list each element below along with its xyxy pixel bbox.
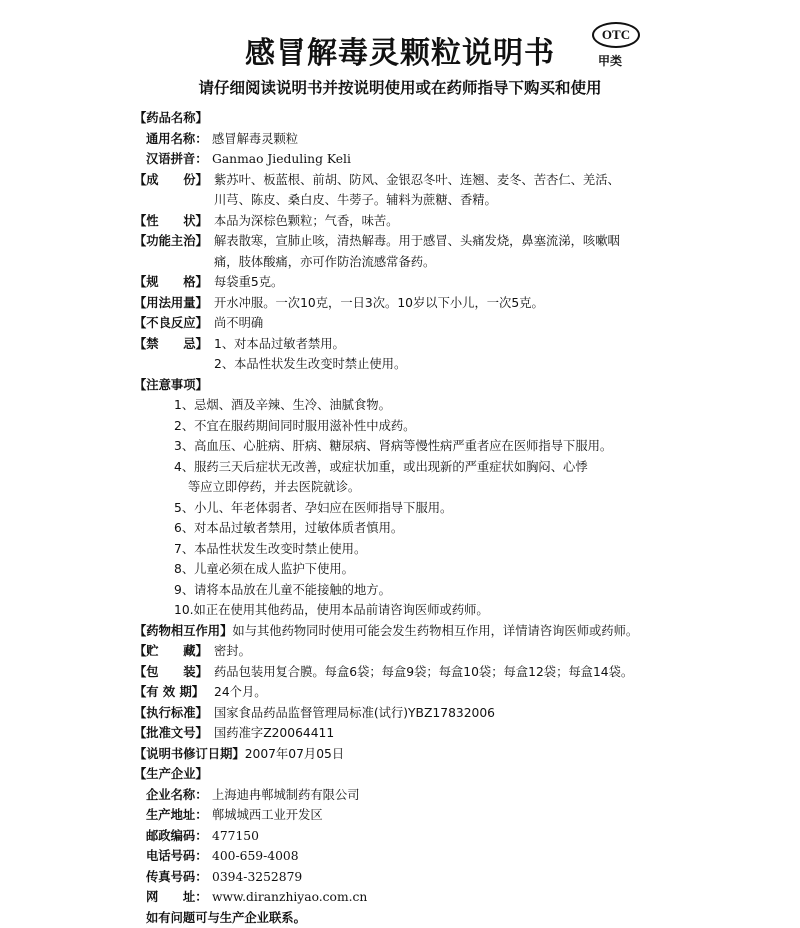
drug-name-heading: 【药品名称】 bbox=[134, 108, 694, 129]
character-row: 【性 状】 本品为深棕色颗粒；气香，味苦。 bbox=[134, 211, 694, 232]
precaution-item: 1、忌烟、酒及辛辣、生冷、油腻食物。 bbox=[134, 395, 694, 416]
document-subtitle: 请仔细阅读说明书并按说明使用或在药师指导下购买和使用 bbox=[0, 76, 800, 98]
adverse-reaction-row: 【不良反应】 尚不明确 bbox=[134, 313, 694, 334]
phone-row: 电话号码： 400-659-4008 bbox=[134, 846, 694, 867]
pinyin-row: 汉语拼音： Ganmao Jieduling Keli bbox=[134, 149, 694, 170]
otc-class-label: 甲类 bbox=[598, 52, 622, 69]
precaution-item: 5、小儿、年老体弱者、孕妇应在医师指导下服用。 bbox=[134, 498, 694, 519]
precaution-item: 6、对本品过敏者禁用，过敏体质者慎用。 bbox=[134, 518, 694, 539]
indications-row: 【功能主治】 解表散寒，宣肺止咳，清热解毒。用于感冒、头痛发烧，鼻塞流涕，咳嗽咽 bbox=[134, 231, 694, 252]
precautions-heading: 【注意事项】 bbox=[134, 375, 694, 396]
composition-row: 【成 份】 紫苏叶、板蓝根、前胡、防风、金银忍冬叶、连翘、麦冬、苦杏仁、羌活、 bbox=[134, 170, 694, 191]
company-name-row: 企业名称： 上海迪冉郸城制药有限公司 bbox=[134, 785, 694, 806]
package-row: 【包 装】 药品包装用复合膜。每盒6袋；每盒9袋；每盒10袋；每盒12袋；每盒14袋。 bbox=[134, 662, 694, 683]
website-row: 网 址： www.diranzhiyao.com.cn bbox=[134, 887, 694, 908]
spec-row: 【规 格】 每袋重5克。 bbox=[134, 272, 694, 293]
approval-row: 【批准文号】 国药准字Z20064411 bbox=[134, 723, 694, 744]
contraindication-row: 【禁 忌】 1、对本品过敏者禁用。 bbox=[134, 334, 694, 355]
standard-row: 【执行标准】 国家食品药品监督管理局标准(试行)YBZ17832006 bbox=[134, 703, 694, 724]
drug-interaction-row: 【药物相互作用】 如与其他药物同时使用可能会发生药物相互作用，详情请咨询医师或药师。 bbox=[134, 621, 694, 642]
storage-row: 【贮 藏】 密封。 bbox=[134, 641, 694, 662]
precaution-item: 2、不宜在服药期间同时服用滋补性中成药。 bbox=[134, 416, 694, 437]
contact-note: 如有问题可与生产企业联系。 bbox=[134, 908, 694, 928]
contraindication-item: 2、本品性状发生改变时禁止使用。 bbox=[134, 354, 694, 375]
otc-badge: OTC bbox=[592, 22, 640, 48]
leaflet-body bbox=[134, 108, 694, 928]
generic-name-row: 通用名称： 感冒解毒灵颗粒 bbox=[134, 129, 694, 150]
fax-row: 传真号码： 0394-3252879 bbox=[134, 867, 694, 888]
precaution-item: 3、高血压、心脏病、肝病、糖尿病、肾病等慢性病严重者应在医师指导下服用。 bbox=[134, 436, 694, 457]
address-row: 生产地址： 郸城城西工业开发区 bbox=[134, 805, 694, 826]
precaution-item: 4、服药三天后症状无改善，或症状加重，或出现新的严重症状如胸闷、心悸 bbox=[134, 457, 694, 478]
revision-date-row: 【说明书修订日期】 2007年07月05日 bbox=[134, 744, 694, 765]
precaution-item: 9、请将本品放在儿童不能接触的地方。 bbox=[134, 580, 694, 601]
indications-continued: 痛，肢体酸痛，亦可作防治流感常备药。 bbox=[134, 252, 694, 273]
precaution-item: 8、儿童必须在成人监护下使用。 bbox=[134, 559, 694, 580]
precaution-item-continued: 等应立即停药，并去医院就诊。 bbox=[134, 477, 694, 498]
validity-row: 【有 效 期】 24个月。 bbox=[134, 682, 694, 703]
composition-continued: 川芎、陈皮、桑白皮、牛蒡子。辅料为蔗糖、香精。 bbox=[134, 190, 694, 211]
usage-row: 【用法用量】 开水冲服。一次10克，一日3次。10岁以下小儿，一次5克。 bbox=[134, 293, 694, 314]
postcode-row: 邮政编码： 477150 bbox=[134, 826, 694, 847]
manufacturer-heading: 【生产企业】 bbox=[134, 764, 694, 785]
document-title: 感冒解毒灵颗粒说明书 bbox=[0, 28, 800, 72]
precaution-item: 7、本品性状发生改变时禁止使用。 bbox=[134, 539, 694, 560]
precaution-item: 10.如正在使用其他药品，使用本品前请咨询医师或药师。 bbox=[134, 600, 694, 621]
